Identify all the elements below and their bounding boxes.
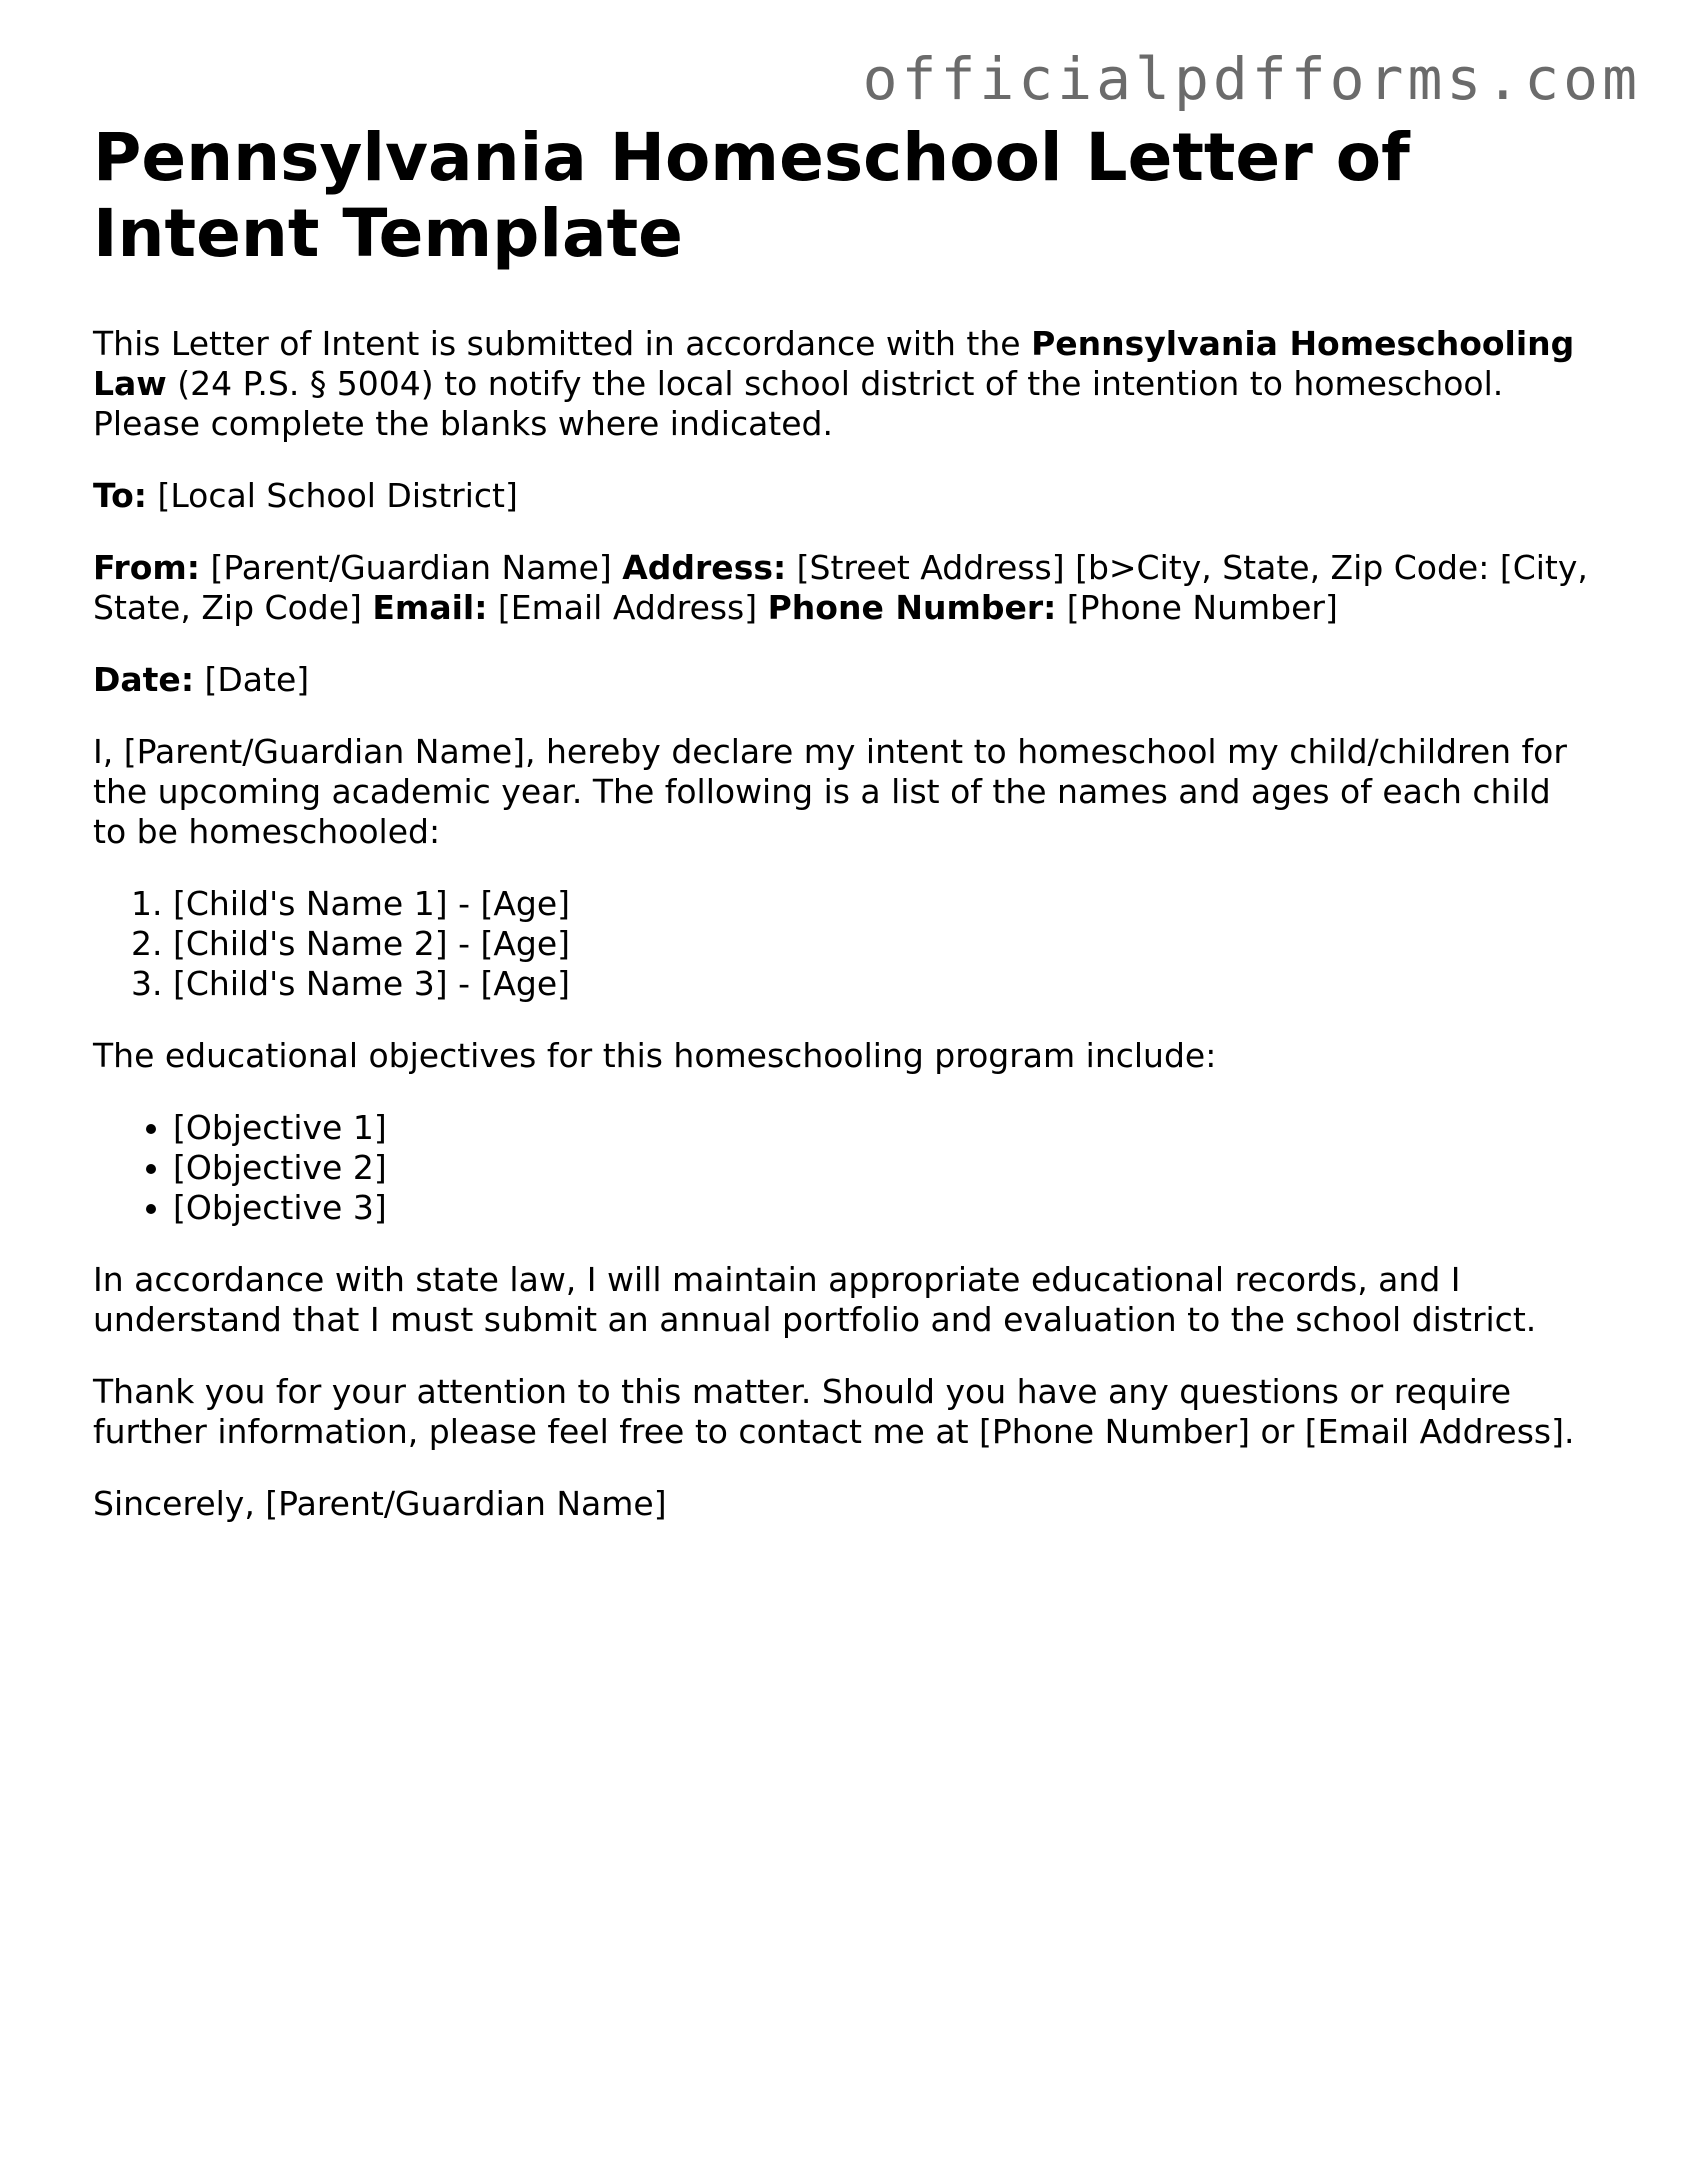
from-line <box>93 548 1593 628</box>
list-item: 2. [Child's Name 2] - [Age] <box>173 924 1593 964</box>
declaration-paragraph: I, [Parent/Guardian Name], hereby declare my intent to homeschool my child/children for the upcoming academic year. The following is a list of the names and ages of each child to be homeschooled: <box>93 732 1567 851</box>
intro-text-2: (24 P.S. § 5004) to notify the local school district of the intention to homeschool. Please complete the blanks where indicated. <box>93 364 1504 443</box>
list-item: • [Objective 1] <box>173 1108 1593 1148</box>
intro-text-1: This Letter of Intent is submitted in accordance with the <box>93 324 1032 363</box>
date-label: Date: <box>93 660 195 699</box>
thanks-paragraph: Thank you for your attention to this matter. Should you have any questions or require further information, please feel free to contact me at [Phone Number] or [Email Address]. <box>93 1372 1575 1451</box>
objectives-list <box>93 1108 1593 1228</box>
signoff: Sincerely, [Parent/Guardian Name] <box>93 1484 667 1523</box>
from-label: From: <box>93 548 200 587</box>
law-name: Pennsylvania Homeschooling Law <box>93 324 1575 403</box>
list-item: 1. [Child's Name 1] - [Age] <box>173 884 1593 924</box>
from-value: [Parent/Guardian Name] <box>199 548 623 587</box>
date-line <box>93 660 1593 700</box>
email-label: Email: <box>372 588 488 627</box>
watermark: officialpdfforms.com <box>862 45 1641 113</box>
address-value: [Street Address] [b>City, State, Zip Code: [City, State, Zip Code] <box>93 548 1588 627</box>
list-item: • [Objective 2] <box>173 1148 1593 1188</box>
intro-paragraph <box>93 324 1593 444</box>
letter-body <box>93 324 1593 1524</box>
records-paragraph: In accordance with state law, I will maintain appropriate educational records, and I understand that I must submit an annual portfolio and evaluation to the school district. <box>93 1260 1537 1339</box>
to-line <box>93 476 1593 516</box>
date-value: [Date] <box>194 660 310 699</box>
letter-document <box>93 120 1593 1524</box>
list-item: 3. [Child's Name 3] - [Age] <box>173 964 1593 1004</box>
email-value: [Email Address] <box>487 588 768 627</box>
page-title: Pennsylvania Homeschool Letter of Intent Template <box>93 119 1410 272</box>
address-label: Address: <box>622 548 787 587</box>
to-label: To: <box>93 476 147 515</box>
phone-label: Phone Number: <box>767 588 1057 627</box>
list-item: • [Objective 3] <box>173 1188 1593 1228</box>
objectives-intro: The educational objectives for this homeschooling program include: <box>93 1036 1217 1075</box>
to-value: [Local School District] <box>147 476 518 515</box>
children-list <box>93 884 1593 1004</box>
phone-value: [Phone Number] <box>1056 588 1338 627</box>
